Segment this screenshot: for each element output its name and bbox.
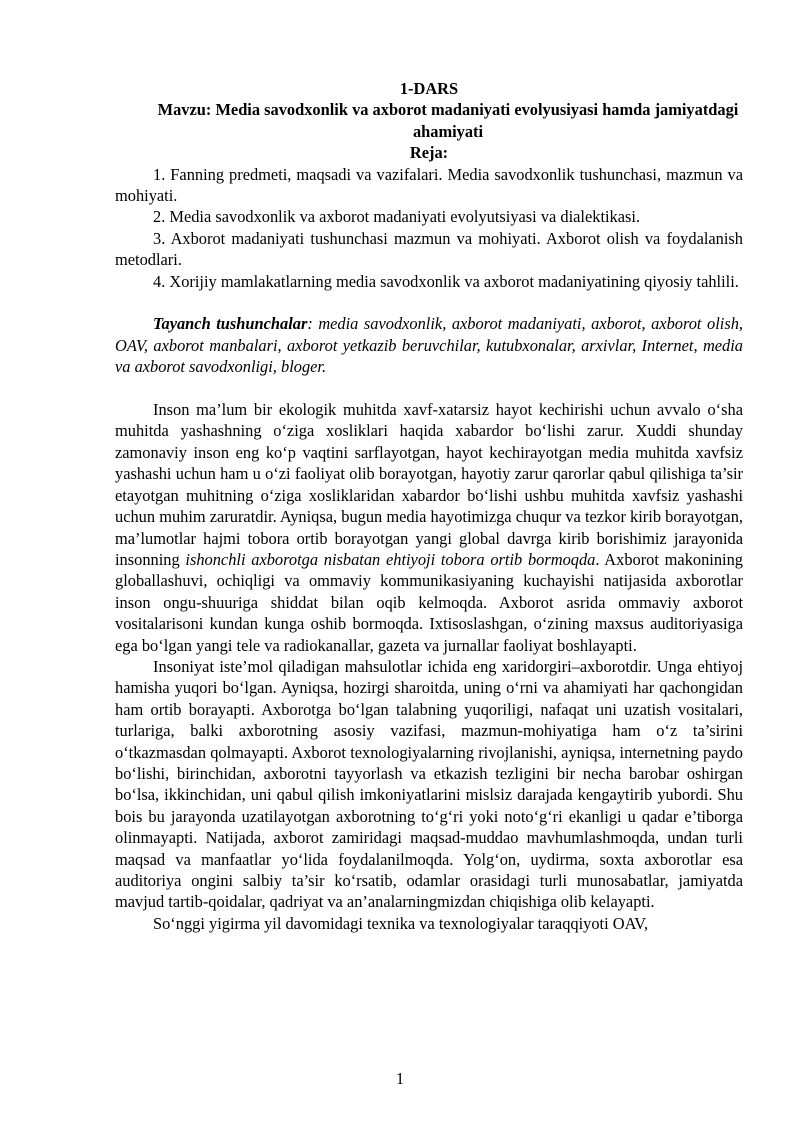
body-text: Inson ma’lum bir ekologik muhitda xavf-xatarsiz hayot kechirishi uchun avvalo o‘sha muhitda yashashning o‘ziga xosliklari haqida xabardor bo‘lishi zarur. Xuddi shunday zamonaviy inson eng ko‘p vaqtini sarflayotgan, hayot kechirayotgan media muhitda xavfsiz yashashi uchun ham u o‘zi faoliyat olib borayotgan, hayotiy zarur qarorlar qabul qilishiga ta’sir etayotgan muhitning o‘ziga xosliklaridan xabardor bo‘lishi ushbu muhitda xavfsiz yashashi uchun muhim zaruratdir. Ayniqsa, bugun media hayotimizga chuqur va tezkor kirib borayotgan, ma’lumotlar hajmi tobora ortib borayotgan yangi global davrga kirib borishimiz jarayonida insonning	[115, 400, 743, 569]
spacer	[115, 292, 743, 313]
plan-item: 2. Media savodxonlik va axborot madaniyati evolyutsiyasi va dialektikasi.	[153, 207, 641, 227]
lesson-number: 1-DARS	[399, 79, 459, 98]
key-terms	[115, 313, 743, 377]
body-italic-text: ishonchli axborotga nisbatan ehtiyoji tobora ortib bormoqda	[185, 549, 596, 569]
spacer	[115, 378, 743, 399]
plan-item: 1. Fanning predmeti, maqsadi va vazifalari. Media savodxonlik tushunchasi, mazmun va mohiyati.	[115, 164, 743, 206]
page-number: 1	[395, 1069, 405, 1088]
key-terms-text: : media savodxonlik, axborot madaniyati, axborot, axborot olish, OAV, axborot manbalari, axborot yetkazib beruvchilar, kutubxonalar, arxivlar, Internet, media va axborot savodxonligi, bloger.	[115, 314, 743, 377]
body-paragraph-2: Insoniyat iste’mol qiladigan mahsulotlar ichida eng xaridorgiri–axborotdir. Unga ehtiyoj hamisha yuqori bo‘lgan. Ayniqsa, hozirgi sharoitda, uning o‘rni va ahamiyati har qachongidan ham ortib borayapti. Axborotga bo‘lgan talabning yuqoriligi, nafaqat uni uzatish vositalari, turlariga, balki axborotning asosiy vazifasi, mazmun-mohiyatiga ham o‘z ta’sirini o‘tkazmasdan qolmayapti. Axborot texnologiyalarning rivojlanishi, ayniqsa, internetning paydo bo‘lishi, birinchidan, axborotni tayyorlash va etkazish tezligini bir necha barobar oshirgan bo‘lsa, ikkinchidan, uni qabul qilish imkoniyatlarini mislsiz darajada kengaytirib yubordi. Shu bois bu jarayonda uzatilayotgan axborotning to‘g‘ri yoki noto‘g‘ri ekanligi u qadar e’tiborga olinmayapti. Natijada, axborot zamiridagi maqsad-muddao mavhumlashmoqda, undan turli maqsad va manfaatlar yo‘lida foydalanilmoqda. Yolg‘on, uydirma, soxta axborotlar esa auditoriya ongini salbiy ta’sir ko‘rsatib, odamlar orasidagi turli munosabatlar, jamiyatda mavjud tartib-qoidalar, qadriyat va an’analarningmizdan chiqishiga olib kelayapti.	[115, 656, 743, 912]
body-text: . Axborot makonining globallashuvi, ochiqligi va ommaviy kommunikasiyaning kuchayishi natijasida axborotlar inson ongu-shuuriga shiddat bilan oqib kelmoqda. Axborot asrida ommaviy axborot vositalarisoni kundan kunga oshib bormoqda. Ixtisoslashgan, o‘zining maxsus auditoriyasiga ega bo‘lgan yangi tele va radiokanallar, gazeta va jurnallar faoliyat boshlayapti.	[115, 549, 743, 655]
body-paragraph-1	[115, 399, 743, 656]
topic-heading: Mavzu: Media savodxonlik va axborot madaniyati evolyusiyasi hamda jamiyatdagi ahamiyati	[157, 100, 739, 141]
plan-item: 4. Xorijiy mamlakatlarning media savodxonlik va axborot madaniyatining qiyosiy tahlili.	[153, 271, 739, 291]
plan-item: 3. Axborot madaniyati tushunchasi mazmun va mohiyati. Axborot olish va foydalanish metodlari.	[115, 228, 743, 270]
page-content	[115, 78, 743, 934]
plan-heading: Reja:	[409, 143, 449, 163]
key-terms-label: Tayanch tushunchalar	[153, 314, 308, 334]
body-paragraph-3: So‘nggi yigirma yil davomidagi texnika va texnologiyalar taraqqiyoti OAV,	[153, 913, 649, 933]
